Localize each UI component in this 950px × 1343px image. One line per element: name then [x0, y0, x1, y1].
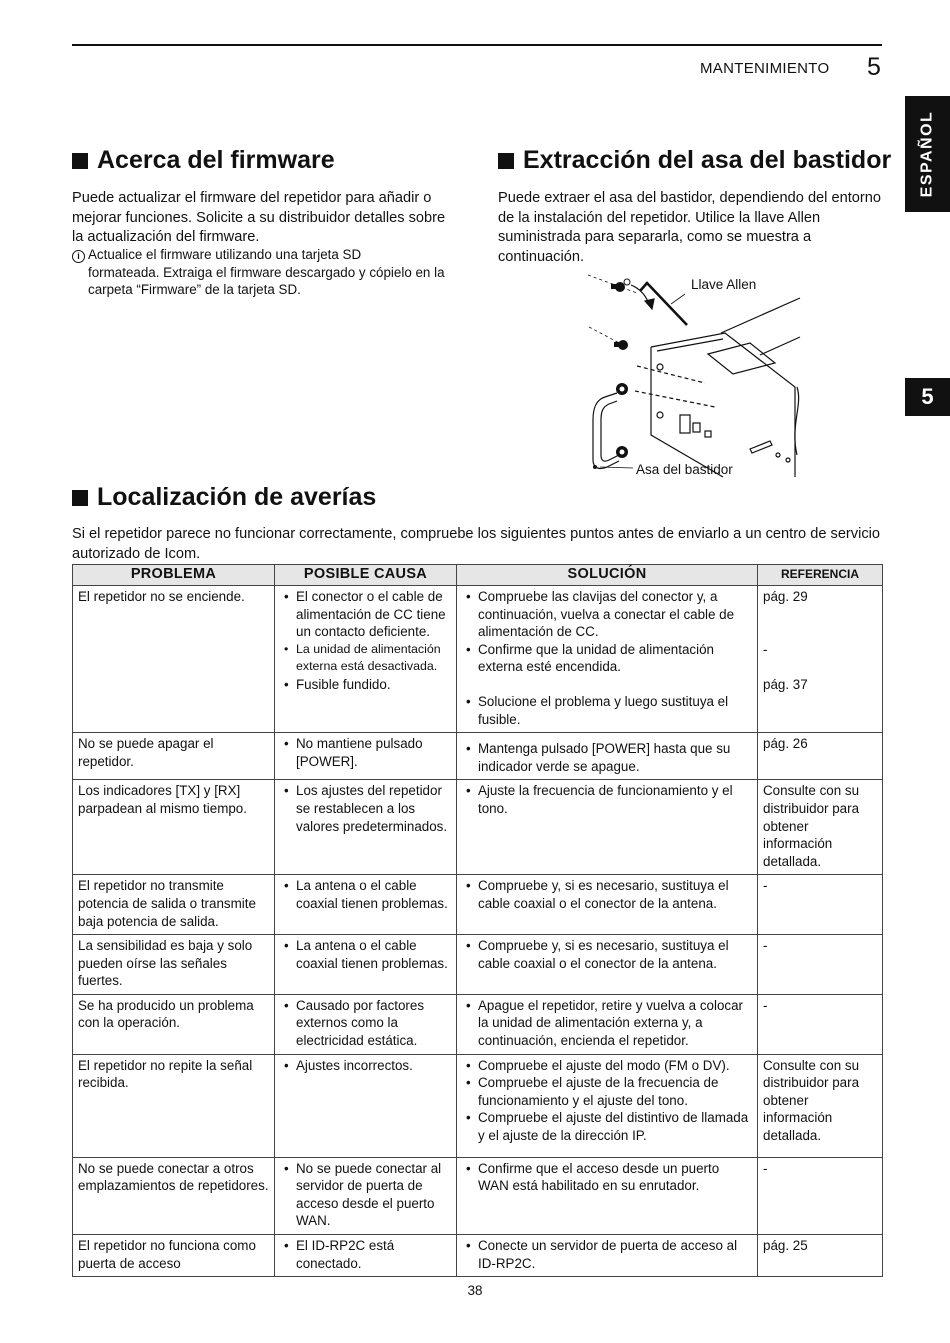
- cause-cell: [275, 935, 457, 995]
- table-row: [73, 1157, 883, 1234]
- cause-cell: [275, 1235, 457, 1277]
- reference-cell: Consulte con su distribuidor para obtener información detallada.: [758, 1054, 883, 1157]
- solution-item: • Compruebe el ajuste del distintivo de llamada y el ajuste de la dirección IP.: [462, 1109, 753, 1144]
- solution-item: • Ajuste la frecuencia de funcionamiento y el tono.: [462, 782, 753, 817]
- cause-item: • Los ajustes del repetidor se restablecen a los valores predeterminados.: [280, 782, 452, 835]
- table-row: [73, 1054, 883, 1157]
- solution-cell: [457, 586, 758, 733]
- solution-item: • Solucione el problema y luego sustituya el fusible.: [462, 693, 753, 728]
- cause-cell: [275, 994, 457, 1054]
- heading-square-icon: [72, 490, 88, 506]
- cause-item: • La antena o el cable coaxial tienen problemas.: [280, 937, 452, 972]
- info-icon: i: [72, 250, 85, 263]
- solution-item: • Confirme que la unidad de alimentación externa esté encendida.: [462, 641, 753, 676]
- solution-item: • Apague el repetidor, retire y vuelva a colocar la unidad de alimentación externa y, a continuación, encienda el repetidor.: [462, 997, 753, 1050]
- cause-item: • Ajustes incorrectos.: [280, 1057, 452, 1075]
- solution-item: • Compruebe el ajuste del modo (FM o DV).: [462, 1057, 753, 1075]
- solution-item: • Conecte un servidor de puerta de acceso al ID-RP2C.: [462, 1237, 753, 1272]
- firmware-heading: [72, 146, 335, 175]
- solution-item: • Compruebe y, si es necesario, sustituya el cable coaxial o el conector de la antena.: [462, 877, 753, 912]
- reference-cell: pág. 26: [758, 733, 883, 780]
- table-row: [73, 935, 883, 995]
- running-header-title: MANTENIMIENTO: [700, 60, 830, 77]
- column-header-problem: PROBLEMA: [73, 565, 275, 586]
- reference-cell: -: [758, 875, 883, 935]
- troubleshooting-intro: Si el repetidor parece no funcionar correctamente, compruebe los siguientes puntos antes de enviarlo a un centro de servicio autorizado de Icom.: [72, 526, 880, 562]
- rack-handle-label: Asa del bastidor: [636, 462, 733, 477]
- firmware-heading-text: Acerca del firmware: [97, 146, 335, 174]
- problem-cell: El repetidor no se enciende.: [73, 586, 275, 733]
- cause-item: • Fusible fundido.: [280, 676, 452, 694]
- problem-cell: No se puede conectar a otros emplazamientos de repetidores.: [73, 1157, 275, 1234]
- problem-cell: Se ha producido un problema con la operación.: [73, 994, 275, 1054]
- reference-item: pág. 29: [763, 589, 808, 604]
- language-tab-label: ESPAÑOL: [918, 110, 936, 198]
- table-row: [73, 780, 883, 875]
- problem-cell: El repetidor no repite la señal recibida.: [73, 1054, 275, 1157]
- table-row: [73, 1235, 883, 1277]
- column-header-reference: REFERENCIA: [758, 565, 883, 586]
- reference-cell: -: [758, 935, 883, 995]
- reference-cell: [758, 586, 883, 733]
- solution-cell: [457, 875, 758, 935]
- cause-cell: [275, 875, 457, 935]
- handle-heading-text: Extracción del asa del bastidor: [523, 146, 892, 174]
- troubleshooting-table: [72, 564, 883, 1277]
- cause-item: • La antena o el cable coaxial tienen problemas.: [280, 877, 452, 912]
- cause-cell: [275, 1157, 457, 1234]
- cause-item: • El ID-RP2C está conectado.: [280, 1237, 452, 1272]
- reference-cell: -: [758, 1157, 883, 1234]
- table-row: [73, 586, 883, 733]
- problem-cell: El repetidor no transmite potencia de salida o transmite baja potencia de salida.: [73, 875, 275, 935]
- reference-item: pág. 37: [763, 677, 808, 693]
- solution-item: • Confirme que el acceso desde un puerto WAN está habilitado en su enrutador.: [462, 1160, 753, 1195]
- problem-cell: La sensibilidad es baja y solo pueden oírse las señales fuertes.: [73, 935, 275, 995]
- solution-item: • Compruebe y, si es necesario, sustituya el cable coaxial o el conector de la antena.: [462, 937, 753, 972]
- troubleshooting-heading-text: Localización de averías: [97, 483, 377, 511]
- table-row: [73, 733, 883, 780]
- solution-item: • Compruebe el ajuste de la frecuencia de funcionamiento y el ajuste del tono.: [462, 1074, 753, 1109]
- firmware-note-line2: formateada. Extraiga el firmware descargado y cópielo en la carpeta “Firmware” de la tarjeta SD.: [88, 264, 445, 297]
- reference-item: -: [763, 641, 768, 657]
- solution-item: • Mantenga pulsado [POWER] hasta que su indicador verde se apague.: [462, 740, 753, 775]
- language-tab: [905, 96, 950, 212]
- reference-cell: pág. 25: [758, 1235, 883, 1277]
- cause-item: • No se puede conectar al servidor de puerta de acceso desde el puerto WAN.: [280, 1160, 452, 1230]
- firmware-paragraph: Puede actualizar el firmware del repetidor para añadir o mejorar funciones. Solicite a su distribuidor detalles sobre la actualización del firmware.: [72, 190, 446, 245]
- header-rule: [72, 44, 882, 46]
- table-row: [73, 994, 883, 1054]
- solution-item: • Compruebe las clavijas del conector y, a continuación, vuelva a conectar el cable de alimentación de CC.: [462, 588, 753, 641]
- heading-square-icon: [498, 153, 514, 169]
- cause-item: • El conector o el cable de alimentación de CC tiene un contacto deficiente.: [280, 588, 452, 641]
- reference-cell: Consulte con su distribuidor para obtener información detallada.: [758, 780, 883, 875]
- running-header-chapter-number: 5: [867, 53, 881, 81]
- allen-key-label: Llave Allen: [691, 277, 757, 292]
- solution-cell: [457, 994, 758, 1054]
- cause-item: • Causado por factores externos como la electricidad estática.: [280, 997, 452, 1050]
- cause-item: • La unidad de alimentación externa está desactivada.: [280, 641, 452, 676]
- cause-cell: [275, 780, 457, 875]
- table-row: [73, 875, 883, 935]
- reference-cell: -: [758, 994, 883, 1054]
- solution-cell: [457, 1235, 758, 1277]
- problem-cell: Los indicadores [TX] y [RX] parpadean al mismo tiempo.: [73, 780, 275, 875]
- column-header-solution: SOLUCIÓN: [457, 565, 758, 586]
- handle-heading: [498, 146, 891, 175]
- solution-cell: [457, 780, 758, 875]
- troubleshooting-heading: [72, 483, 376, 512]
- cause-item: • No mantiene pulsado [POWER].: [280, 735, 452, 770]
- problem-cell: No se puede apagar el repetidor.: [73, 733, 275, 780]
- firmware-note-line1: Actualice el firmware utilizando una tarjeta SD: [88, 247, 362, 262]
- firmware-note: [72, 246, 464, 299]
- handle-paragraph: Puede extraer el asa del bastidor, dependiendo del entorno de la instalación del repetidor. Utilice la llave Allen suministrada para separarla, como se muestra a continuación.: [498, 190, 881, 265]
- solution-cell: [457, 733, 758, 780]
- solution-cell: [457, 1054, 758, 1157]
- cause-cell: [275, 733, 457, 780]
- cause-cell: [275, 586, 457, 733]
- solution-cell: [457, 1157, 758, 1234]
- page-number: 38: [467, 1283, 483, 1298]
- heading-square-icon: [72, 153, 88, 169]
- chapter-tab: 5: [905, 378, 950, 416]
- problem-cell: El repetidor no funciona como puerta de acceso: [73, 1235, 275, 1277]
- column-header-cause: POSIBLE CAUSA: [275, 565, 457, 586]
- solution-cell: [457, 935, 758, 995]
- table-header-row: [73, 565, 883, 586]
- cause-cell: [275, 1054, 457, 1157]
